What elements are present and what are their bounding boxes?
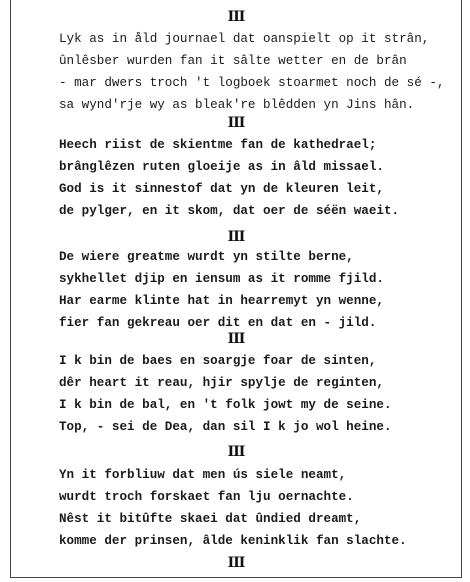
poem-line: ûnlêsber wurden fan it sâlte wetter en de brân — [59, 54, 407, 68]
section-separator: III — [227, 555, 245, 571]
poem-page — [10, 0, 462, 578]
poem-line: Lyk as in åld journael dat oanspielt op it strân, — [59, 32, 430, 46]
section-separator: III — [227, 229, 245, 245]
poem-line: Heech riist de skientme fan de kathedrael; — [59, 138, 377, 152]
section-separator: III — [227, 444, 245, 460]
poem-line: dêr heart it reau, hjir spylje de reginten, — [59, 376, 384, 390]
poem-line: komme der prinsen, âlde keninklik fan slachte. — [59, 534, 407, 548]
poem-line: Yn it forbliuw dat men ús siele neamt, — [59, 468, 347, 482]
poem-line: Har earme klinte hat in hearremyt yn wenne, — [59, 294, 384, 308]
poem-line: I k bin de bal, en 't folk jowt my de seine. — [59, 398, 392, 412]
section-separator: III — [227, 331, 245, 347]
stanza-2 — [59, 134, 399, 222]
section-separator: III — [227, 115, 245, 131]
stanza-5 — [59, 464, 407, 552]
poem-line: I k bin de baes en soargje foar de sinten, — [59, 354, 377, 368]
poem-line: sa wynd'rje wy as bleak're blêdden yn Jins hân. — [59, 98, 415, 112]
stanza-1 — [59, 28, 444, 116]
poem-line: - mar dwers troch 't logboek stoarmet noch de sé -, — [59, 76, 445, 90]
poem-line: sykhellet djip en iensum as it romme fjild. — [59, 272, 384, 286]
poem-line: fier fan gekreau oer dit en dat en - jild. — [59, 316, 377, 330]
stanza-4 — [59, 350, 392, 438]
section-separator: III — [227, 9, 245, 25]
poem-line: God is it sinnestof dat yn de kleuren leit, — [59, 182, 384, 196]
stanza-3 — [59, 246, 384, 334]
poem-line: Nêst it bitûfte skaei dat ûndied dreamt, — [59, 512, 362, 526]
poem-line: brânglêzen ruten gloeije as in âld missael. — [59, 160, 384, 174]
poem-line: De wiere greatme wurdt yn stilte berne, — [59, 250, 354, 264]
poem-line: Top, - sei de Dea, dan sil I k jo wol heine. — [59, 420, 392, 434]
poem-line: wurdt troch forskaet fan lju oernachte. — [59, 490, 354, 504]
poem-line: de pylger, en it skom, dat oer de séën waeit. — [59, 204, 400, 218]
